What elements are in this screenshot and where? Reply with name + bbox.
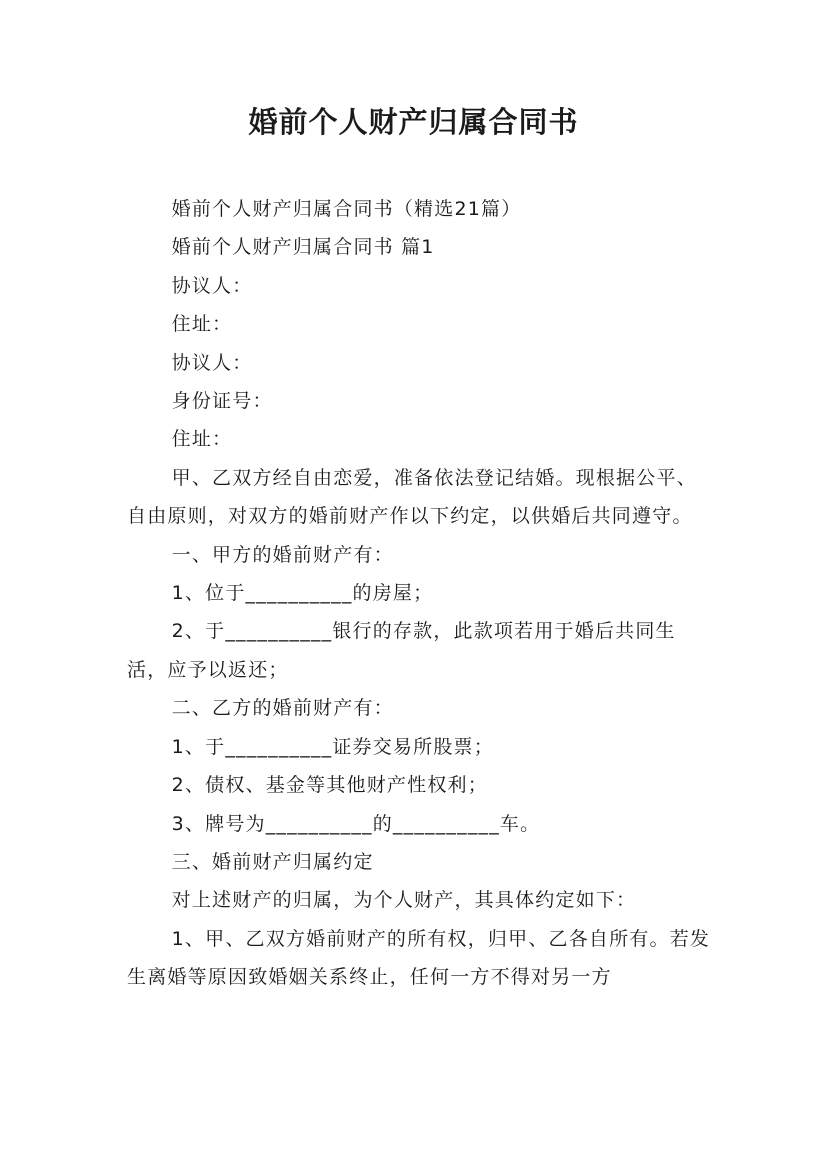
clause-item: 2、债权、基金等其他财产性权利；	[171, 774, 488, 797]
party-b-address: 住址：	[171, 428, 233, 451]
clause-heading: 三、婚前财产归属约定	[171, 850, 374, 873]
clause-heading: 一、甲方的婚前财产有：	[171, 543, 394, 566]
document-title: 婚前个人财产归属合同书	[248, 105, 579, 139]
clause-item: 3、牌号为__________的__________车。	[171, 812, 541, 835]
clause-item: 1、位于__________的房屋；	[171, 582, 434, 605]
subtitle-line: 婚前个人财产归属合同书（精选21篇）	[171, 198, 522, 220]
clause-heading: 二、乙方的婚前财产有：	[171, 697, 394, 720]
document-body	[127, 190, 712, 997]
party-b-id: 身份证号：	[171, 390, 273, 413]
clause-item: 1、于__________证券交易所股票；	[171, 735, 494, 758]
party-a-label: 协议人：	[171, 274, 253, 297]
section-heading: 婚前个人财产归属合同书 篇1	[171, 236, 435, 259]
clause-item: 1、甲、乙双方婚前财产的所有权，归甲、乙各自所有。若发生离婚等原因致婚姻关系终止，任何一方不得对另一方	[127, 927, 711, 989]
preamble-paragraph: 甲、乙双方经自由恋爱，准备依法登记结婚。现根据公平、自由原则，对双方的婚前财产作以下约定，以供婚后共同遵守。	[127, 466, 697, 528]
party-b-label: 协议人：	[171, 351, 253, 374]
party-a-address: 住址：	[171, 313, 233, 336]
clause-item: 2、于__________银行的存款，此款项若用于婚后共同生活，应予以返还；	[127, 620, 676, 681]
clause-paragraph: 对上述财产的归属，为个人财产，其具体约定如下：	[171, 889, 637, 912]
